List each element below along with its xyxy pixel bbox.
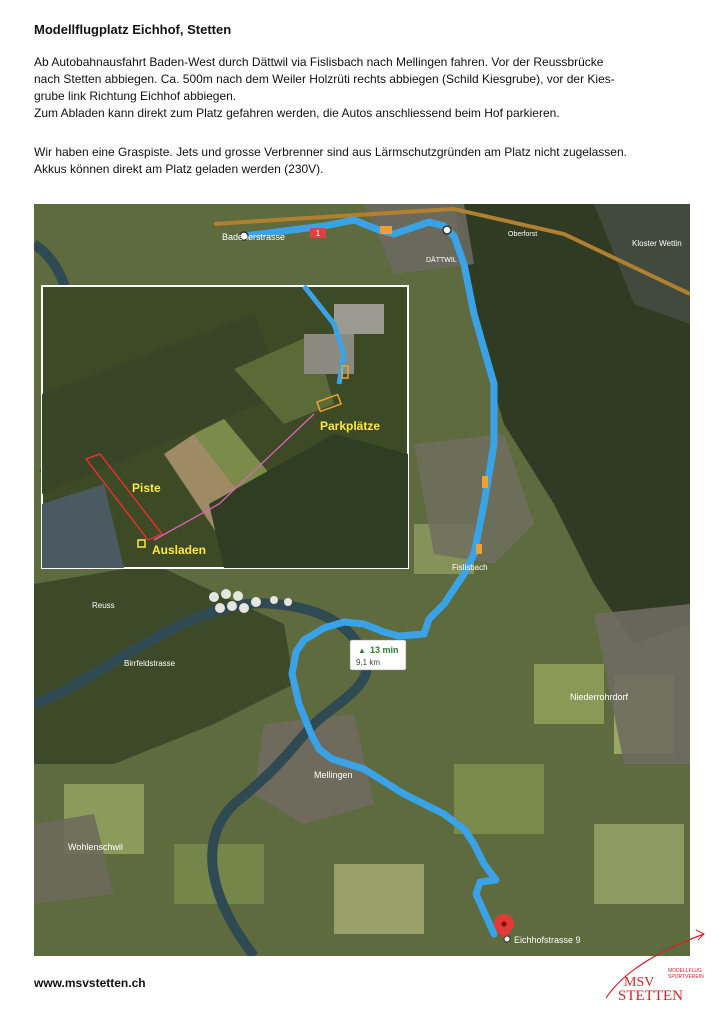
label-dattwil: DÄTTWIL [426,257,457,264]
logo-line2: SPORTVEREIN [668,974,704,980]
traffic-segment [482,476,488,488]
destination-pin-dot [502,922,507,927]
directions-line: grube link Richtung Eichhof abbiegen. [34,89,237,103]
info-line: Akkus können direkt am Platz geladen werden (230V). [34,162,324,176]
traffic-segment [380,226,392,234]
footer-website[interactable]: www.msvstetten.ch [34,976,146,990]
field [594,824,684,904]
logo-msv: MSV [624,975,655,990]
field [334,864,424,934]
label-fislisbach: Fislisbach [452,563,488,572]
label-niederrohrdorf: Niederrohrdorf [570,692,629,702]
route-distance: 9.1 km [356,658,381,667]
inset-farm [334,304,384,334]
msv-stetten-logo [596,928,708,1012]
label-oberforst: Oberforst [508,231,538,238]
label-reuss: Reuss [92,601,115,610]
traffic-segment [476,544,482,554]
label-birrfeld: Birrfeldstrasse [124,659,176,668]
waypoint-marker [443,226,451,234]
label-unload: Ausladen [152,543,207,557]
info-line: Wir haben eine Graspiste. Jets und grosse Verbrenner sind aus Lärmschutzgründen am Platz nicht zugelassen. [34,145,627,159]
inset-map [42,286,408,568]
field [454,764,544,834]
label-mellingen: Mellingen [314,770,353,780]
directions-line: Zum Abladen kann direkt zum Platz gefahren werden, die Autos anschliessend beim Hof parkieren. [34,106,560,120]
route-time: 13 min [370,645,399,655]
directions-line: nach Stetten abbiegen. Ca. 500m nach dem Weiler Holzrüti rechts abbiegen (Schild Kiesgrube), vor der Kies- [34,72,615,86]
highway-shield-number: 1 [315,229,321,238]
label-start: Badenerstrasse [222,232,286,242]
route-time-badge [350,640,406,670]
info-paragraph [34,144,694,178]
route-map [34,204,690,956]
label-destination: Eichhofstrasse 9 [514,935,581,945]
destination-marker [504,936,510,942]
svg-text:▲: ▲ [358,646,366,655]
label-wohlenschwil: Wohlenschwil [68,842,123,852]
label-kloster: Kloster Wettin [632,239,682,248]
directions-paragraph [34,54,694,122]
logo-stetten: STETTEN [618,988,683,1004]
directions-line: Ab Autobahnausfahrt Baden-West durch Dättwil via Fislisbach nach Mellingen fahren. Vor der Reussbrücke [34,55,604,69]
label-parking: Parkplätze [320,419,381,433]
label-runway: Piste [132,481,161,495]
page-title: Modellflugplatz Eichhof, Stetten [34,22,232,37]
logo-line1: MODELLFLUG [668,968,702,974]
